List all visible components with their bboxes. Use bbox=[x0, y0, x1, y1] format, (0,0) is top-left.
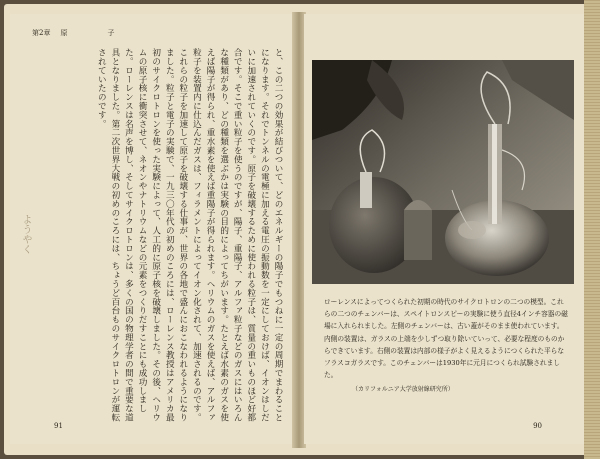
cyclotron-photo bbox=[312, 60, 574, 284]
left-page-90 bbox=[304, 14, 588, 444]
body-text-vertical: と、この二つの効果が結びついて、どのエネルギーの陽子でもつねに一定の周期でまわることになります。それでトンネルの電極に加える電圧の振動数を一定にしておけば、イオンはしだいに加速されていくのです。原子を破壊するために使われる粒子は、質量の重いものほど好都合です。そこで重い粒子を使うのですが、陽子、重陽子、アルファ粒子などのガスにはいろんな種類があり、どの種類を選ぶかは実験の目的によってちがいます。たとえば水素のガスを使えば陽子が得られ、重水素を使えば重陽子が得られます。ヘリウムのガスを使えば、アルファ粒子を装置内に仕込んだガスは、フィラメントによってイオン化されて、加速されるのです。これらの粒子を加速して原子を破壊する仕事が、世界の各地で盛んにおこなわれるようになりました。粒子と電子の実験で、一九三〇年代の初めのころには、ローレンス教授はアメリカ最初のサイクロトロンを使った実験によって、人工的に原子核を破壊しました。その後、ヘリウムの原子核に衝突させて、ネオンやナトリウムなどの元素をつくりだすことにも成功しました。ローレンスは名声を博し、そしてサイクロトロンは、多くの国の物理学者の間で重要な道具となりました。第二次世界大戦の初めのころには、ちょうど百台ものサイクロトロンが運転されていたのです。 bbox=[96, 48, 283, 422]
right-page-91 bbox=[10, 14, 294, 444]
cyclotron-models-image bbox=[312, 60, 574, 284]
caption-text: ローレンスによってつくられた初期の時代のサイクロトロンの二つの模型。これらの二つのチェンバーは、スペイトロンスピーの実験に使う直径4インチ容器の磁場に入れられました。左側のチェンバーは、古い蓋がそのまま使われています。内側の装置は、ガラスの上端を少しずつ取り除いていって、必要な程度のものからできています。右側の装置は内部の様子がよく見えるようにつくられた平らなフラスコガラスです。このチェンバーは1930年に元月につくられ試験されました。 bbox=[324, 298, 568, 380]
chapter-char: 子 bbox=[107, 29, 115, 37]
running-header bbox=[32, 28, 114, 38]
page-block-edge bbox=[584, 0, 600, 459]
page-number-90: 90 bbox=[533, 422, 542, 430]
section-label: 第2章 bbox=[32, 29, 51, 37]
open-book bbox=[4, 4, 596, 455]
photo-caption bbox=[324, 296, 570, 397]
pencil-annotation: ようやく bbox=[20, 214, 31, 254]
chapter-word: 原 bbox=[60, 29, 68, 37]
photo-credit: （カリフォルニア大学放射線研究所） bbox=[352, 386, 454, 394]
page-number-91: 91 bbox=[54, 422, 63, 430]
